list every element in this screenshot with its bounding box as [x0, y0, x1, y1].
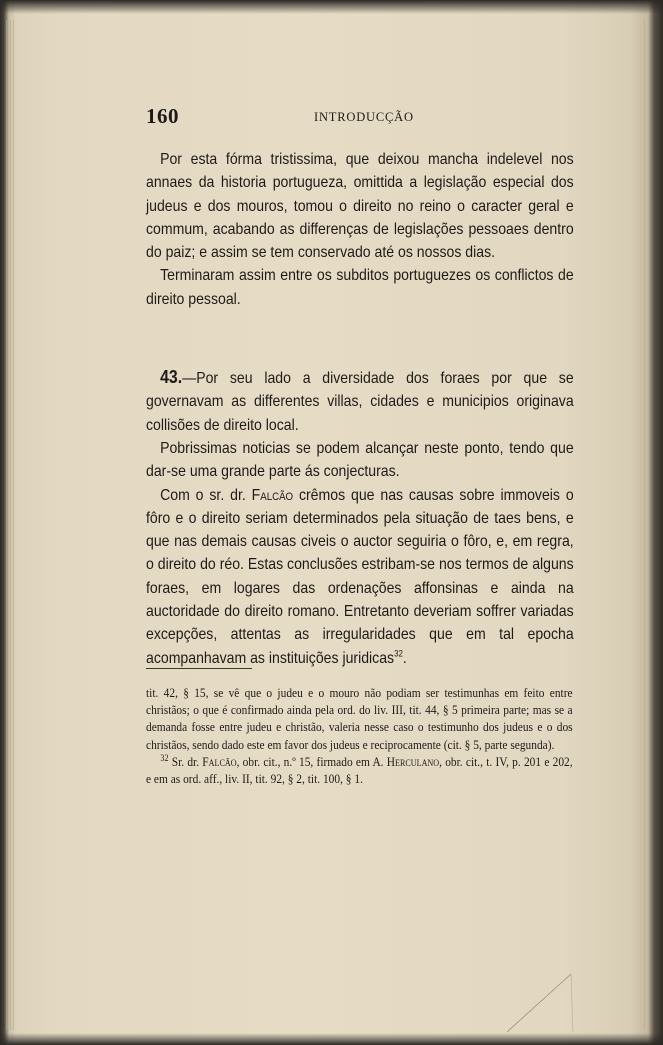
footnotes	[146, 685, 573, 788]
text-run: Com o sr. dr.	[160, 486, 252, 504]
paragraph-text: —Por seu lado a diversidade dos foraes por que se governavam as differentes villas, cidades e municipios originava collisões de direito local.	[146, 370, 574, 434]
section-number: 43.	[160, 367, 183, 388]
page-fold-crease	[505, 972, 575, 1034]
footnote-ref: 32	[394, 648, 403, 659]
footnote-continuation: tit. 42, § 15, se vê que o judeu e o mouro não podiam ser testimunhas em feito entre christãos; o que é confirmado ainda pela ord. do liv. III, tit. 44, § 5 primeira parte; mas se a demanda fosse entre judeu e christão, valeria nesse caso o testimunho dos judeus e o dos christãos, sendo dado este em favor dos judeus e reciprocamente (cit. § 5, parte segunda).	[146, 685, 573, 752]
page-edge-line	[13, 20, 14, 1030]
author-name: Falcão	[251, 486, 294, 504]
text-run: crêmos que nas causas sobre immoveis o fôro e o direito seriam determinados pela situação de taes bens, e que nas demais causas civeis o auctor seguiria o fôro, e, em regra, o direito do réo. Estas conclusões estribam-se nos termos de alguns foraes, em logares das ordenações affonsinas e ainda na auctoridade do direito romano. Entretanto deveriam soffrer variadas excepções, attentas as irregularidades que em tal epocha acompanhavam as instituições juridicas	[146, 486, 574, 667]
paragraph: Pobrissimas noticias se podem alcançar neste ponto, tendo que dar-se uma grande parte ás conjecturas.	[146, 439, 574, 481]
footnote-marker: 32	[160, 752, 169, 763]
paragraph	[146, 484, 574, 670]
page-number: 160	[146, 104, 179, 128]
text-run: , obr. cit., n.º 15, firmado em A.	[236, 754, 387, 769]
author-name: Falcão	[202, 754, 237, 769]
page-edge-line	[6, 20, 7, 1030]
paragraph-section-43	[146, 366, 574, 437]
section-gap	[146, 311, 574, 366]
paragraph: Terminaram assim entre os subditos portuguezes os conflictos de direito pessoal.	[146, 267, 574, 308]
page-header	[146, 100, 574, 130]
page-edge-line	[10, 20, 11, 1030]
bottom-shadow	[0, 1033, 663, 1045]
text-run: Sr. dr.	[168, 754, 203, 769]
paragraph: Por esta fórma tristissima, que deixou mancha indelevel nos annaes da historia portugueza, omittida a legislação especial dos judeus e dos mouros, tomou o direito no reino o caracter geral e commum, acabando as differenças de legislações pessoaes dentro do paiz; e assim se tem conservado até os nossos dias.	[146, 151, 574, 262]
author-name: Herculano	[386, 754, 440, 769]
page-edge-line	[644, 20, 645, 1030]
text-run: , obr. cit., t. IV, p. 201 e 202, e em as ord. aff., liv. II, tit. 92, § 2, tit. 100, § 1.	[146, 754, 573, 786]
footnote-32	[146, 754, 573, 788]
text-run: .	[402, 649, 407, 667]
running-head: INTRODUCÇÃO	[314, 110, 414, 124]
book-page	[146, 100, 574, 788]
top-shadow	[0, 0, 663, 14]
body-text	[146, 148, 574, 670]
